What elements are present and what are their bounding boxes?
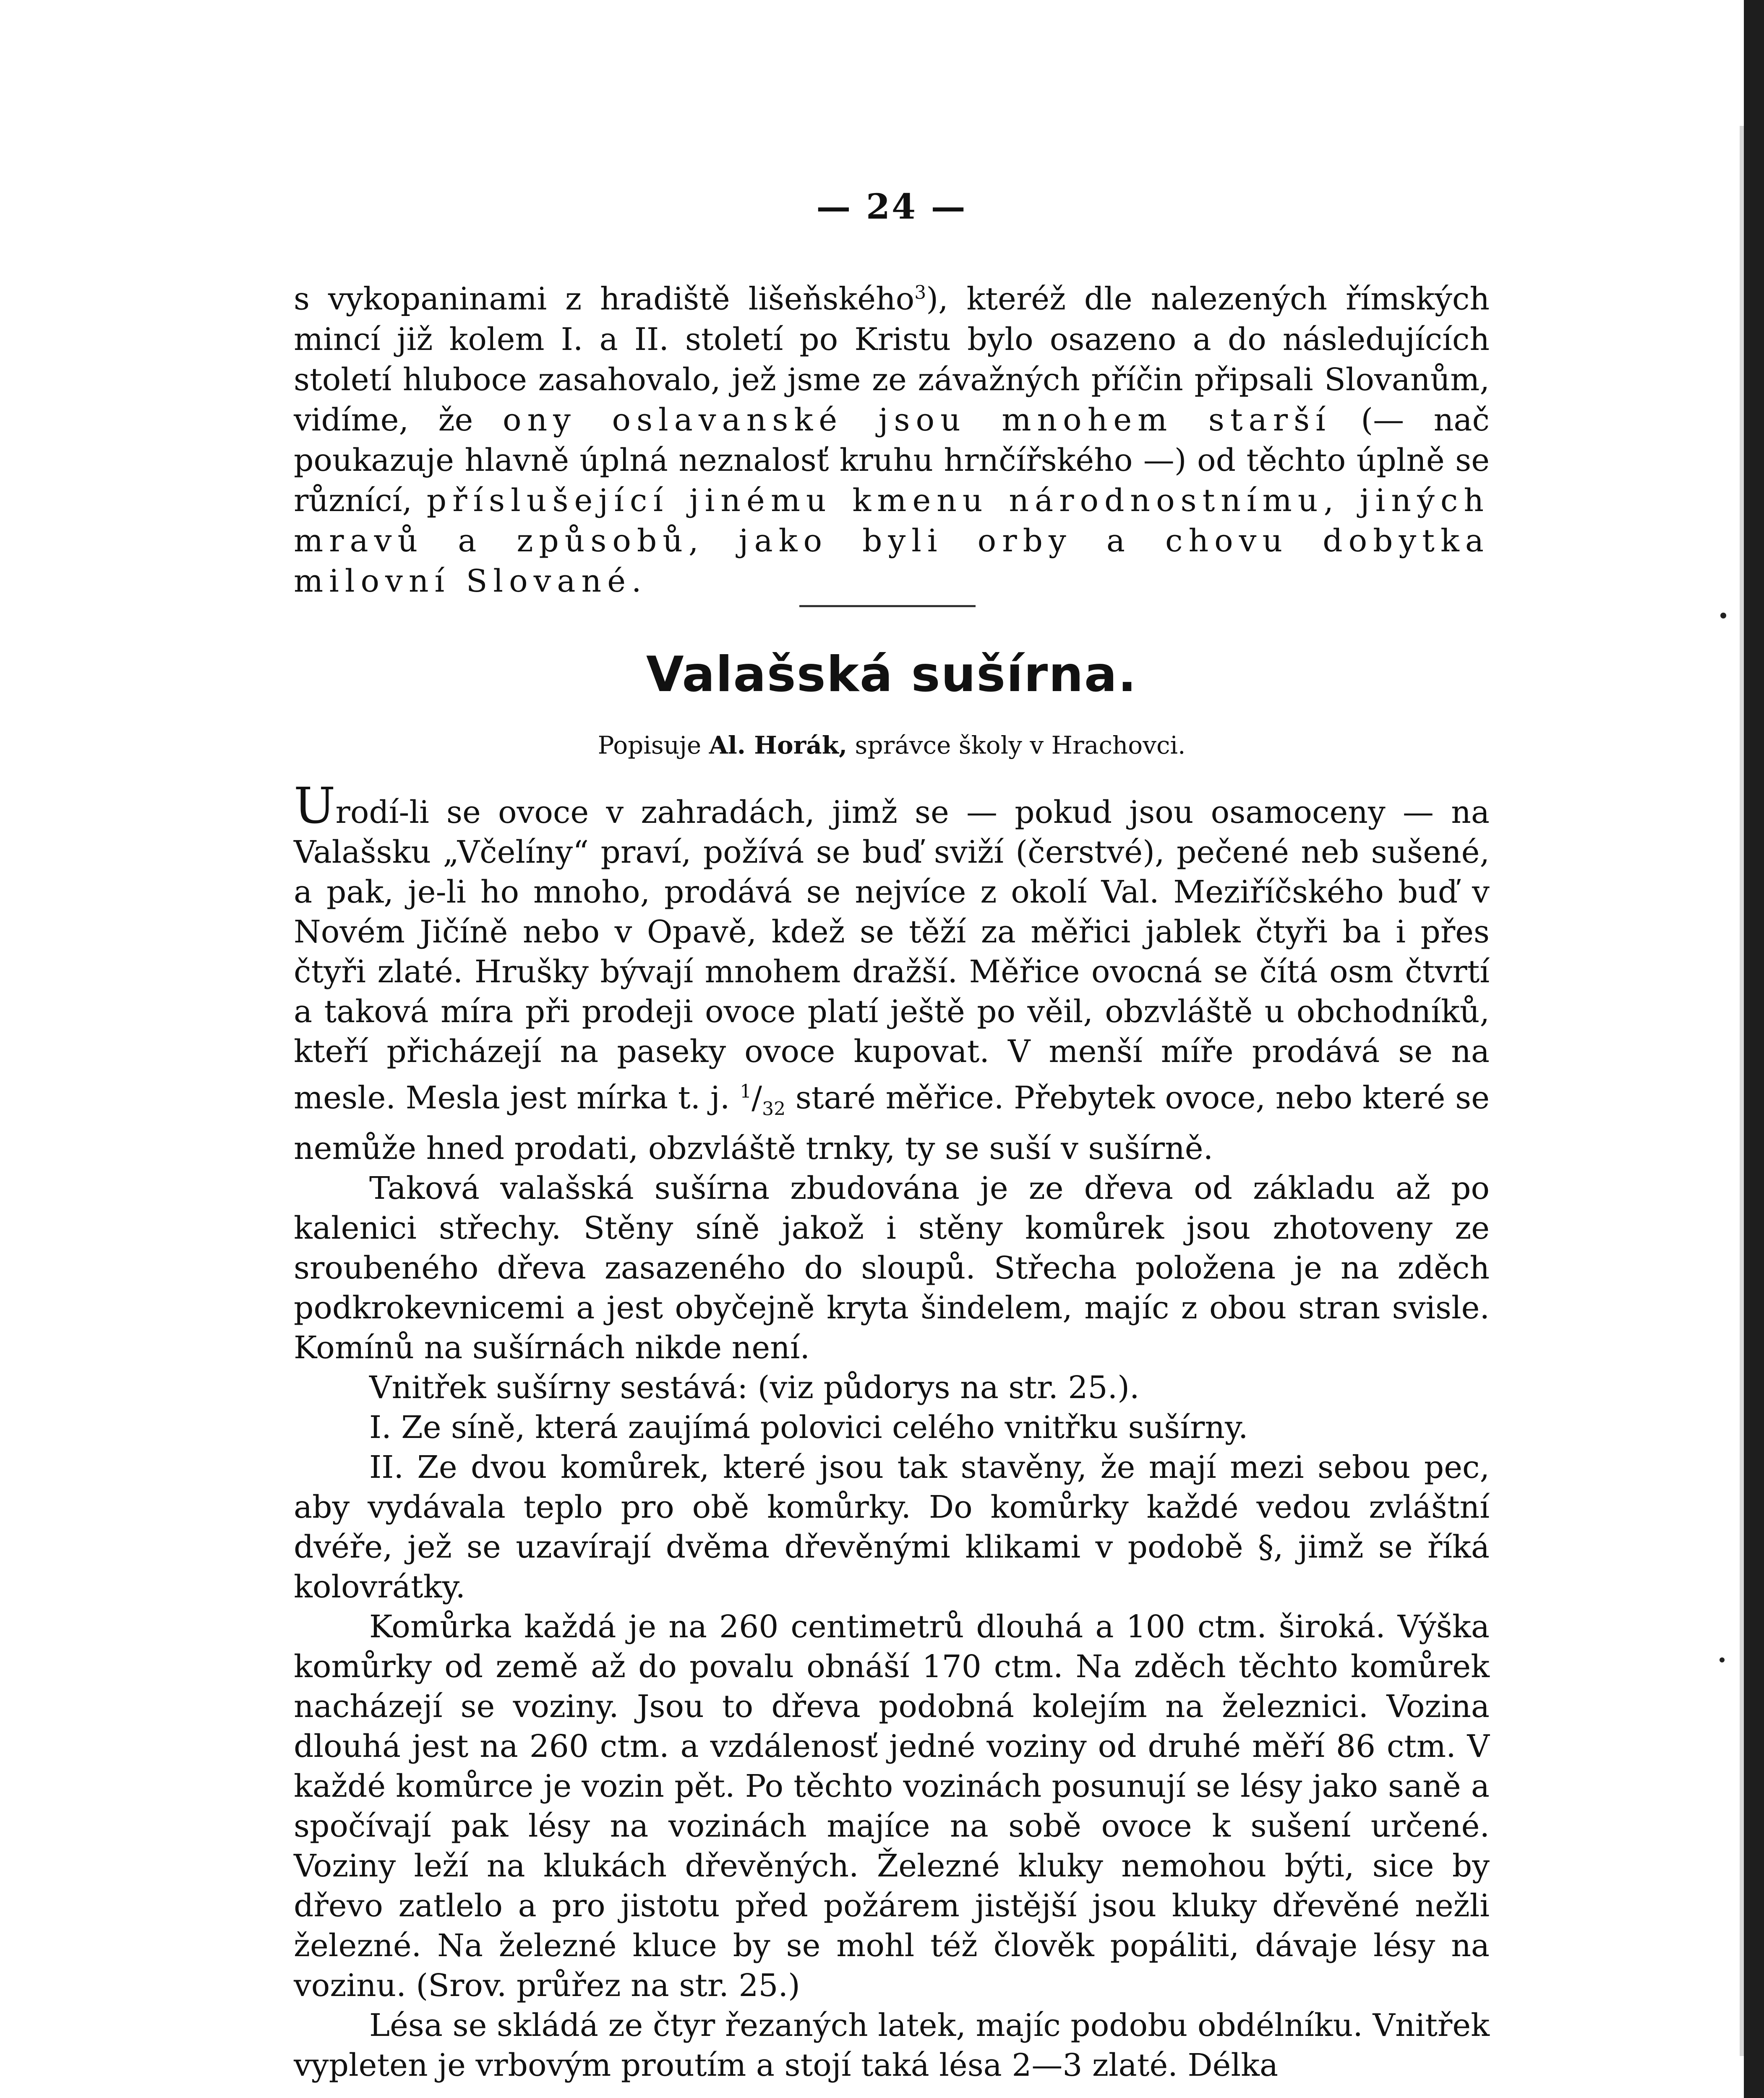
body-paragraph-2: Taková valašská sušírna zbudována je ze dřeva od základu až po kalenici střechy. Stěny síně jakož i stěny komůrek jsou zhotoveny ze sroubeného dřeva zasazeného do sloupů. Střecha položena je na zděch podkrokevnicemi a jest obyčejně kryta šindelem, majíc z obou stran svisle. Komínů na sušírnách nikde není. — [294, 1170, 1490, 1366]
body-paragraph-1-text: rodí-li se ovoce v zahradách, jimž se — pokud jsou osamoceny — na Valašsku „Včelíny“ praví, požívá se buď sviží (čerstvé), pečené neb sušené, a pak, je-li ho mnoho, prodává se nejvíce z okolí Val. Meziříčského buď v Novém Jičíně nebo v Opavě, kdež se těží za měřici jablek čtyři ba i přes čtyři zlaté. Hrušky bývají mnohem dražší. Měřice ovocná se čítá osm čtvrtí a taková míra při prodeji ovoce platí ještě po věil, obzvláště u obchodníků, kteří přicházejí na paseky ovoce kupovat. V menší míře prodává se na mesle. Mesla jest mírka t. j. — [294, 794, 1490, 1116]
body-paragraph-6: Komůrka každá je na 260 centimetrů dlouhá a 100 ctm. široká. Výška komůrky od země až do povalu obnáší 170 ctm. Na zděch těchto komůrek nacházejí se voziny. Jsou to dřeva podobná kolejím na železnici. Vozina dlouhá jest na 260 ctm. a vzdálenosť jedné voziny od druhé měří 86 ctm. V každé komůrce je vozin pět. Po těchto vozinách posunují se lésy jako saně a spočívají pak lésy na vozinách majíce na sobě ovoce k sušení určené. Voziny leží na klukách dřevěných. Železné kluky nemohou býti, sice by dřevo zatlelo a pro jistotu před požárem jistější jsou kluky dřevěné nežli železné. Na železné kluce by se mohl též člověk popáliti, dávaje lésy na vozinu. (Srov. průřez na str. 25.) — [294, 1609, 1490, 2004]
fraction-numerator: 1 — [740, 1081, 752, 1102]
scan-edge-highlight — [1740, 126, 1744, 2056]
article-byline — [294, 731, 1490, 759]
intro-text-a: s vykopaninami z hradiště lišeňského — [294, 281, 915, 317]
scan-edge-shadow — [1744, 0, 1764, 2098]
byline-suffix: správce školy v Hrachovci. — [847, 731, 1186, 759]
article-title: Valašská sušírna. — [646, 646, 1138, 703]
footnote-reference: 3 — [914, 282, 926, 303]
intro-text-c: (— nač poukazuje hlavně úplná neznalosť kruhu hrnčířského —) od těchto úplně se různící, — [294, 402, 1490, 519]
article-body — [294, 777, 1490, 2085]
scan-speck — [1720, 1657, 1725, 1662]
body-paragraph-3: Vnitřek sušírny sestává: (viz půdorys na str. 25.). — [369, 1370, 1140, 1406]
drop-capital: U — [294, 777, 336, 835]
body-paragraph-4: I. Ze síně, která zaujímá polovici celého vnitřku sušírny. — [369, 1409, 1248, 1446]
scan-speck — [1720, 613, 1726, 618]
byline-prefix: Popisuje — [598, 731, 709, 759]
body-paragraph-5: II. Ze dvou komůrek, které jsou tak stavěny, že mají mezi sebou pec, aby vydávala teplo pro obě komůrky. Do komůrky každé vedou zvláštní dvéře, jež se uzavírají dvěma dřevěnými klikami v podobě §, jimž se říká kolovrátky. — [294, 1449, 1490, 1605]
section-separator — [799, 605, 976, 607]
page-number: — 24 — — [816, 187, 967, 227]
body-paragraph-7: Lésa se skládá ze čtyr řezaných latek, majíc podobu obdélníku. Vnitřek vypleten je vrbovým proutím a stojí taká lésa 2—3 zlaté. Délka — [294, 2007, 1490, 2084]
intro-spaced-emphasis: ony oslavanské jsou mnohem starší — [502, 402, 1331, 438]
intro-text-b: ), kteréž dle nalezených římských mincí již kolem I. a II. století po Kristu bylo osazeno a do následujících století hluboce zasahovalo, jež jsme ze závažných příčin připsali Slovanům, vidíme, že — [294, 281, 1490, 438]
byline-author: Al. Horák, — [709, 731, 848, 759]
intro-spaced-emphasis-2: příslušející jinému kmenu národnostnímu, jiných mravů a způsobů, jako byli orby a chovu dobytka milovní Slované. — [294, 482, 1490, 599]
body-paragraph-1-end: staré měřice. Přebytek ovoce, nebo které se nemůže hned prodati, obzvláště trnky, ty se suší v sušírně. — [294, 1080, 1490, 1167]
fraction-denominator: 32 — [762, 1098, 786, 1120]
body-paragraph-1: Urodí-li se ovoce v zahradách, jimž se — pokud jsou osamoceny — na Valašsku „Včelíny“ praví, požívá se buď sviží (čerstvé), pečené neb sušené, a pak, je-li ho mnoho, prodává se nejvíce z okolí Val. Meziříčského buď v Novém Jičíně nebo v Opavě, kdež se těží za měřici jablek čtyři ba i přes čtyři zlaté. Hrušky bývají mnohem dražší. Měřice ovocná se čítá osm čtvrtí a taková míra při prodeji ovoce platí ještě po věil, obzvláště u obchodníků, kteří přicházejí na paseky ovoce kupovat. V menší míře prodává se na mesle. Mesla jest mírka t. j. $^1/_{32}$ staré měřice. Přebytek ovoce, nebo které se nemůže hned prodati, obzvláště trnky, ty se suší v sušírně. — [294, 777, 1490, 1167]
intro-paragraph — [294, 273, 1490, 601]
